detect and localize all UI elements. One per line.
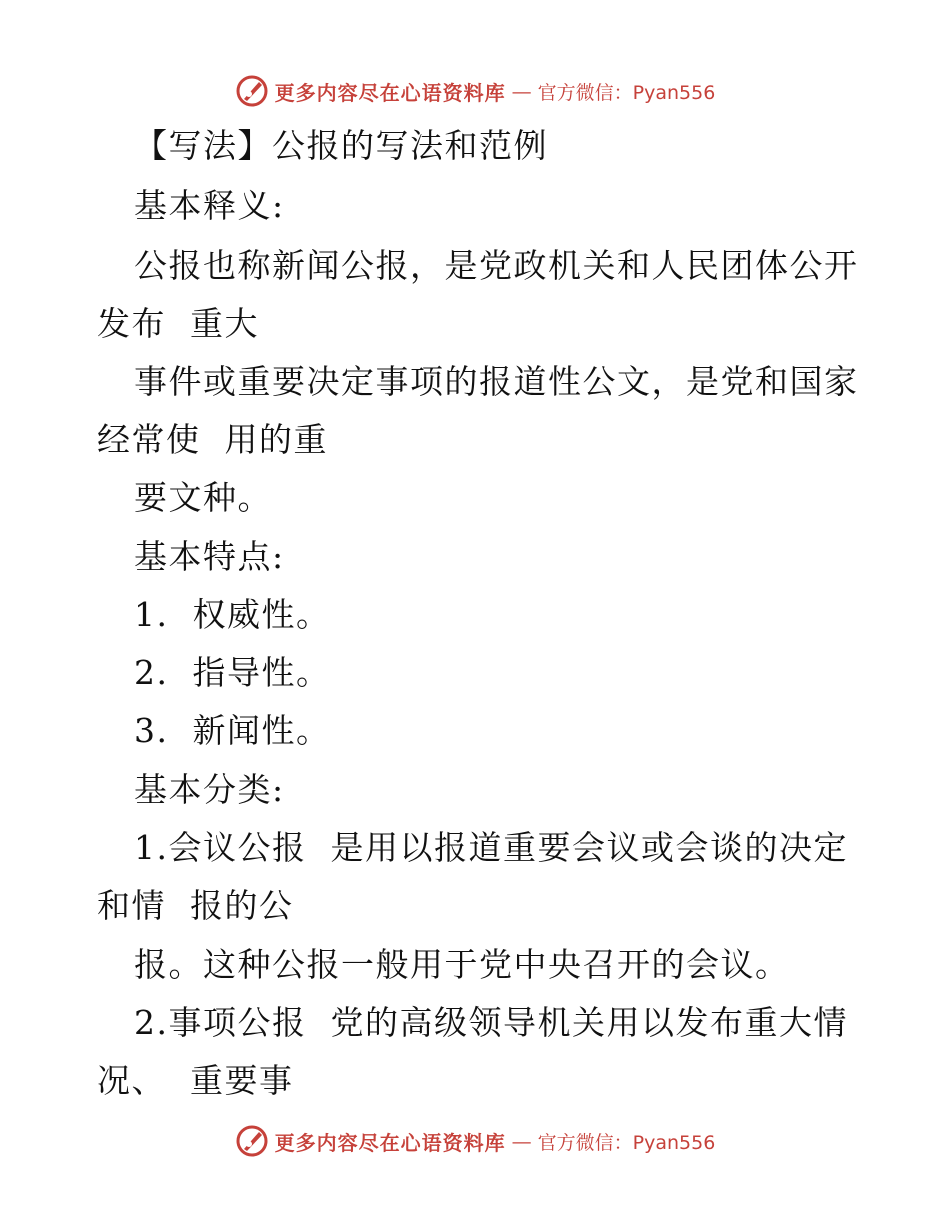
banner-title: 更多内容尽在心语资料库: [274, 80, 506, 105]
list-item: 2. 指导性。: [134, 653, 331, 692]
paragraph-line: 公报也称新闻公报，是党政机关和人民团体公开: [134, 246, 859, 285]
document-title: 【写法】公报的写法和范例: [134, 126, 548, 165]
section-heading: 基本特点:: [134, 537, 285, 576]
footer-banner: [0, 1121, 950, 1161]
paragraph-line: 事件或重要决定事项的报道性公文，是党和国家: [134, 362, 859, 401]
paragraph-line: 要文种。: [134, 478, 272, 517]
header-banner: [0, 71, 950, 111]
banner-separator: —: [511, 1129, 532, 1153]
quill-logo-icon: [235, 74, 269, 108]
banner-wechat: 官方微信：Pyan556: [537, 81, 716, 104]
section-heading: 基本释义:: [134, 186, 285, 225]
paragraph-line: 经常使 用的重: [97, 420, 328, 459]
list-item: 1. 权威性。: [134, 595, 331, 634]
section-heading: 基本分类:: [134, 770, 285, 809]
banner-title: 更多内容尽在心语资料库: [274, 1130, 506, 1155]
paragraph-line: 1.会议公报 是用以报道重要会议或会谈的决定: [134, 828, 848, 867]
banner-separator: —: [511, 79, 532, 103]
quill-logo-icon: [235, 1124, 269, 1158]
list-item: 3. 新闻性。: [134, 711, 331, 750]
banner-wechat: 官方微信：Pyan556: [537, 1131, 716, 1154]
paragraph-line: 况、 重要事: [97, 1061, 294, 1100]
paragraph-line: 2.事项公报 党的高级领导机关用以发布重大情: [134, 1003, 848, 1042]
paragraph-line: 和情 报的公: [97, 886, 294, 925]
paragraph-line: 报。这种公报一般用于党中央召开的会议。: [134, 945, 790, 984]
paragraph-line: 发布 重大: [97, 304, 259, 343]
